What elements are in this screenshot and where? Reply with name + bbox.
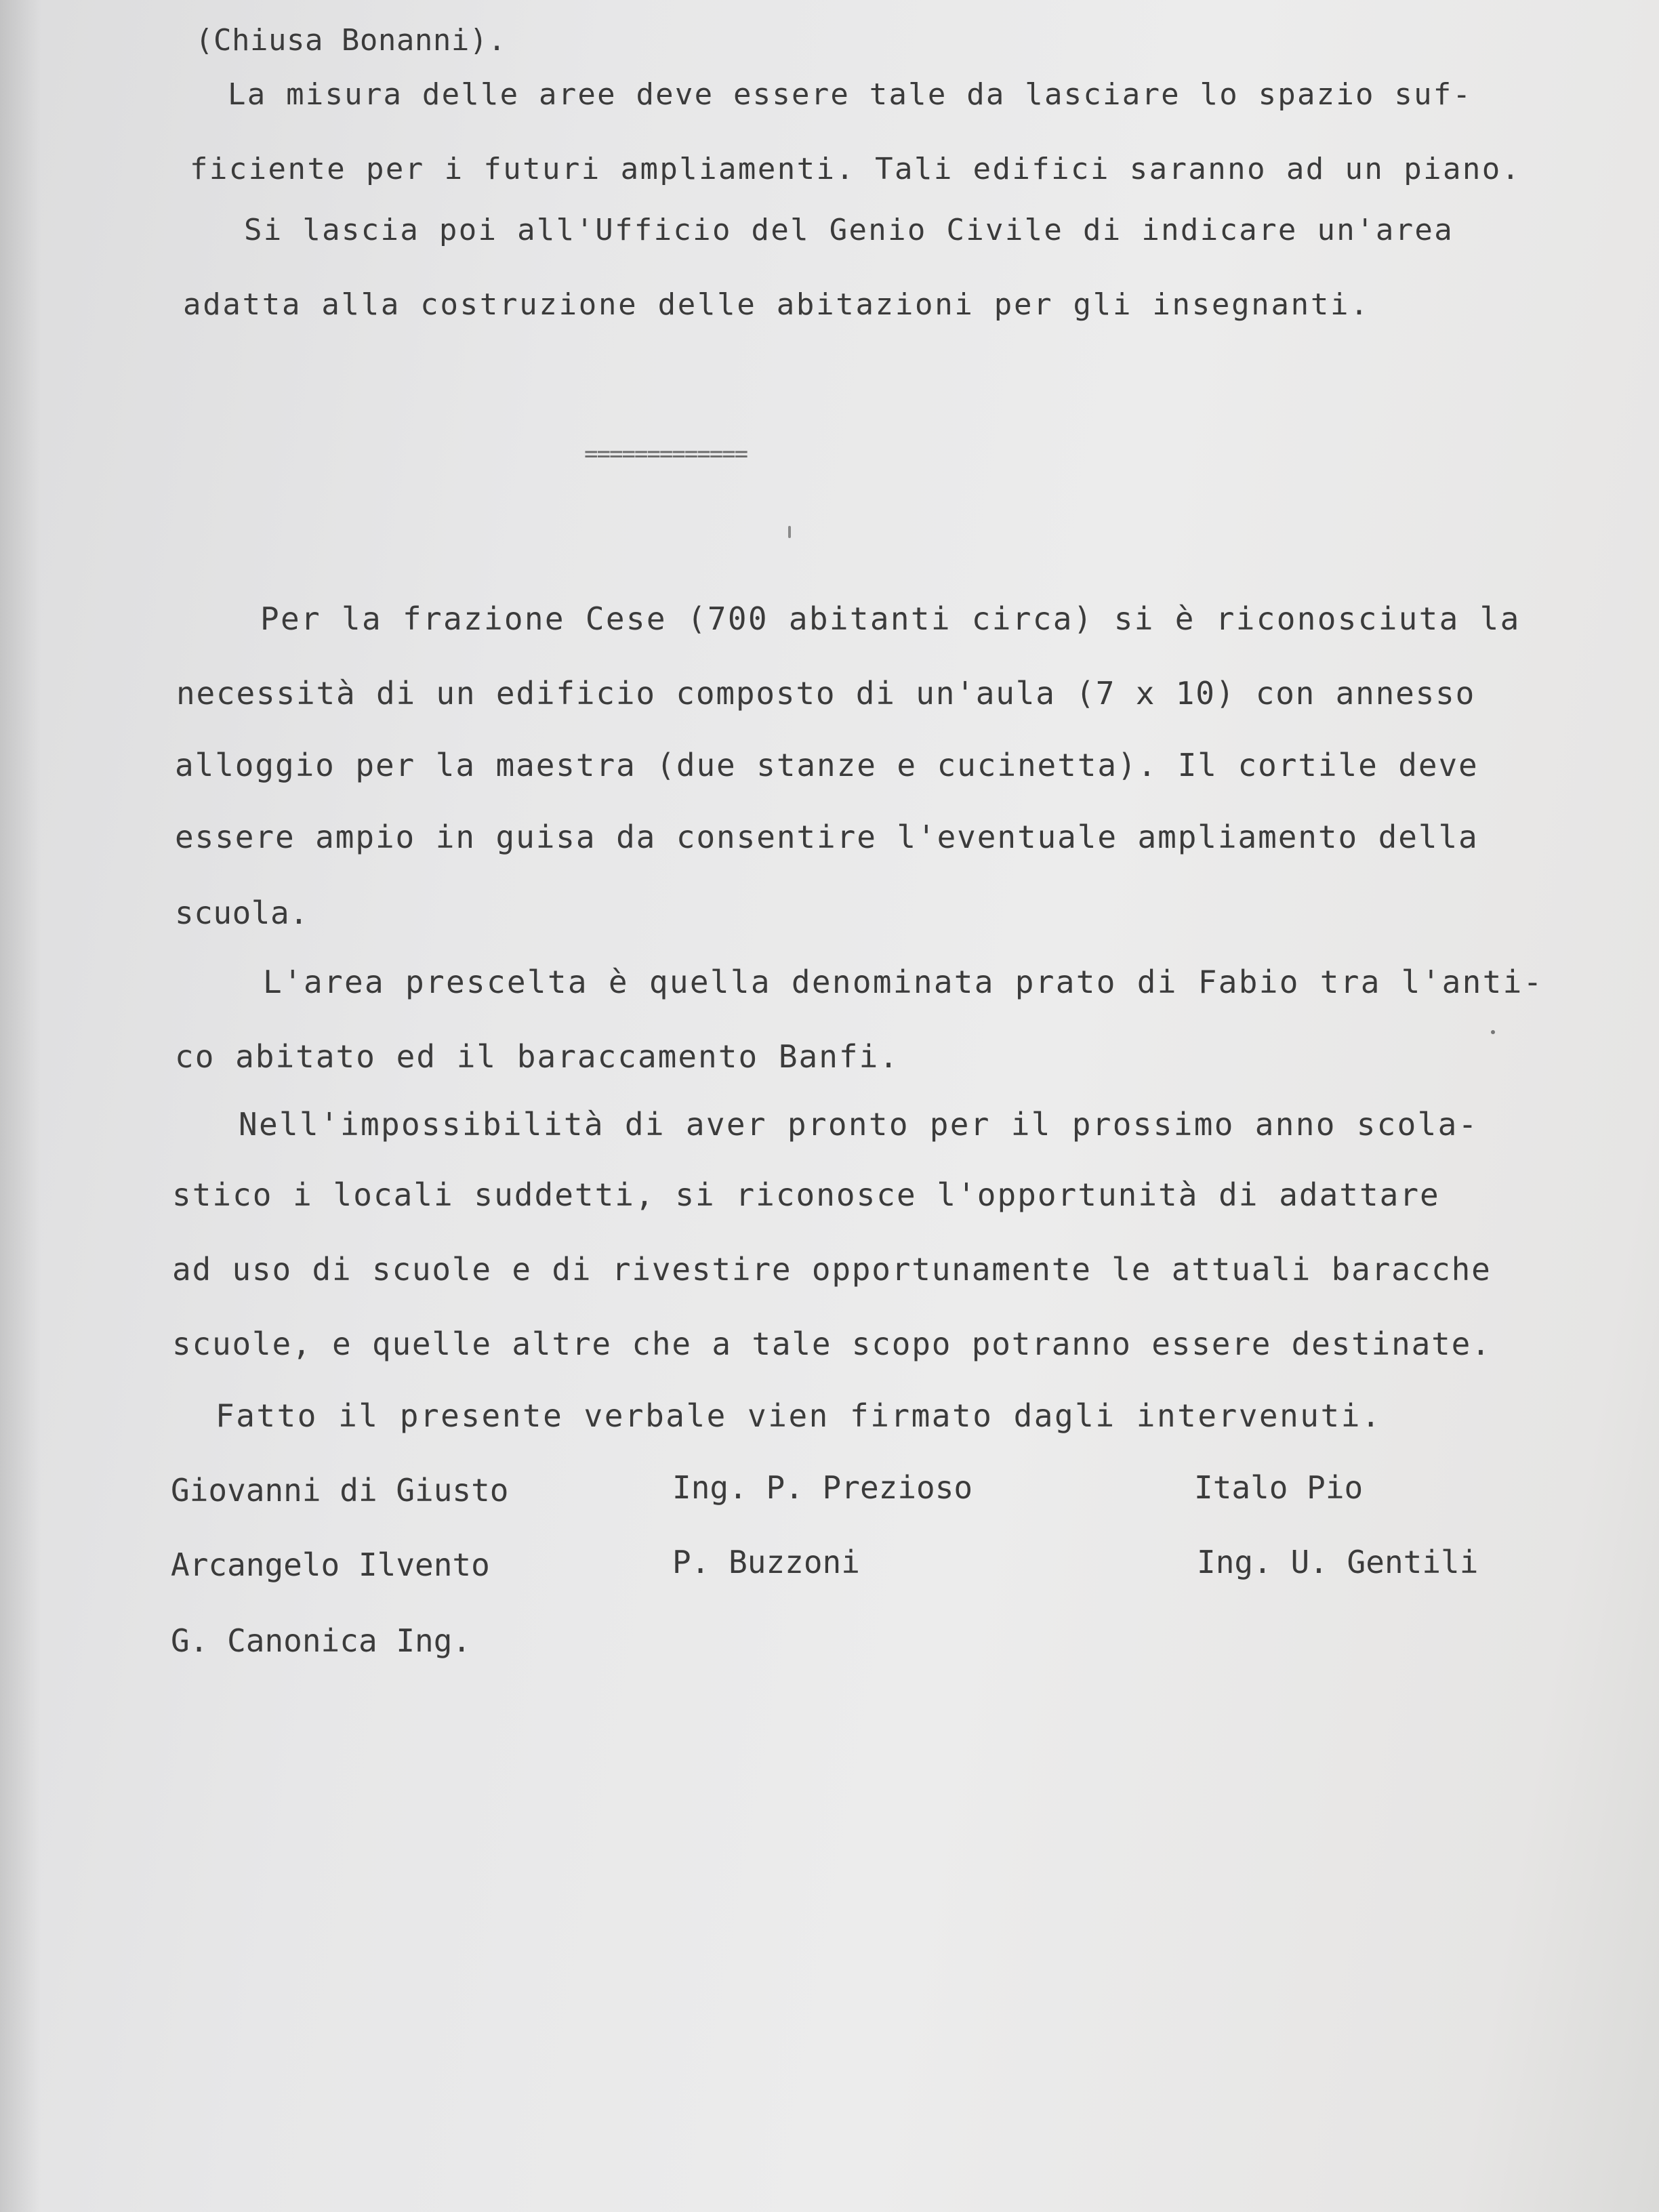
text-line: scuola. (175, 895, 309, 931)
text-line: stico i locali suddetti, si riconosce l'opportunità di adattare (172, 1176, 1440, 1213)
text-line: Nell'impossibilità di aver pronto per il prossimo anno scola- (239, 1106, 1479, 1143)
signature-name: P. Buzzoni (672, 1544, 860, 1580)
signature-name: Arcangelo Ilvento (171, 1547, 490, 1583)
text-line: ficiente per i futuri ampliamenti. Tali edifici saranno ad un piano. (190, 152, 1521, 186)
signature-name: Ing. P. Prezioso (672, 1469, 973, 1506)
text-line: L'area prescelta è quella denominata prato di Fabio tra l'anti- (263, 964, 1544, 1000)
text-line: Fatto il presente verbale vien firmato dagli intervenuti. (216, 1397, 1382, 1434)
signature-name: G. Canonica Ing. (171, 1622, 472, 1659)
text-line: ad uso di scuole e di rivestire opportunamente le attuali baracche (172, 1251, 1492, 1288)
text-line: necessità di un edificio composto di un'aula (7 x 10) con annesso (176, 675, 1476, 712)
text-line: Si lascia poi all'Ufficio del Genio Civile di indicare un'area (244, 213, 1454, 247)
text-line: essere ampio in guisa da consentire l'eventuale ampliamento della (175, 819, 1479, 855)
paper-speck (1491, 1030, 1495, 1034)
text-line: La misura delle aree deve essere tale da lasciare lo spazio suf- (228, 77, 1473, 112)
paper-speck (788, 526, 791, 538)
text-line: adatta alla costruzione delle abitazioni per gli insegnanti. (183, 287, 1370, 322)
text-line: alloggio per la maestra (due stanze e cucinetta). Il cortile deve (175, 747, 1479, 783)
text-line: scuole, e quelle altre che a tale scopo potranno essere destinate. (172, 1326, 1492, 1362)
text-line: co abitato ed il baraccamento Banfi. (175, 1038, 899, 1075)
signature-name: Italo Pio (1194, 1469, 1364, 1506)
text-line: Per la frazione Cese (700 abitanti circa) si è riconosciuta la (260, 600, 1521, 637)
section-separator: ============= (584, 441, 747, 468)
text-line: (Chiusa Bonanni). (195, 23, 506, 58)
signature-name: Ing. U. Gentili (1197, 1544, 1479, 1580)
signature-name: Giovanni di Giusto (171, 1472, 509, 1509)
